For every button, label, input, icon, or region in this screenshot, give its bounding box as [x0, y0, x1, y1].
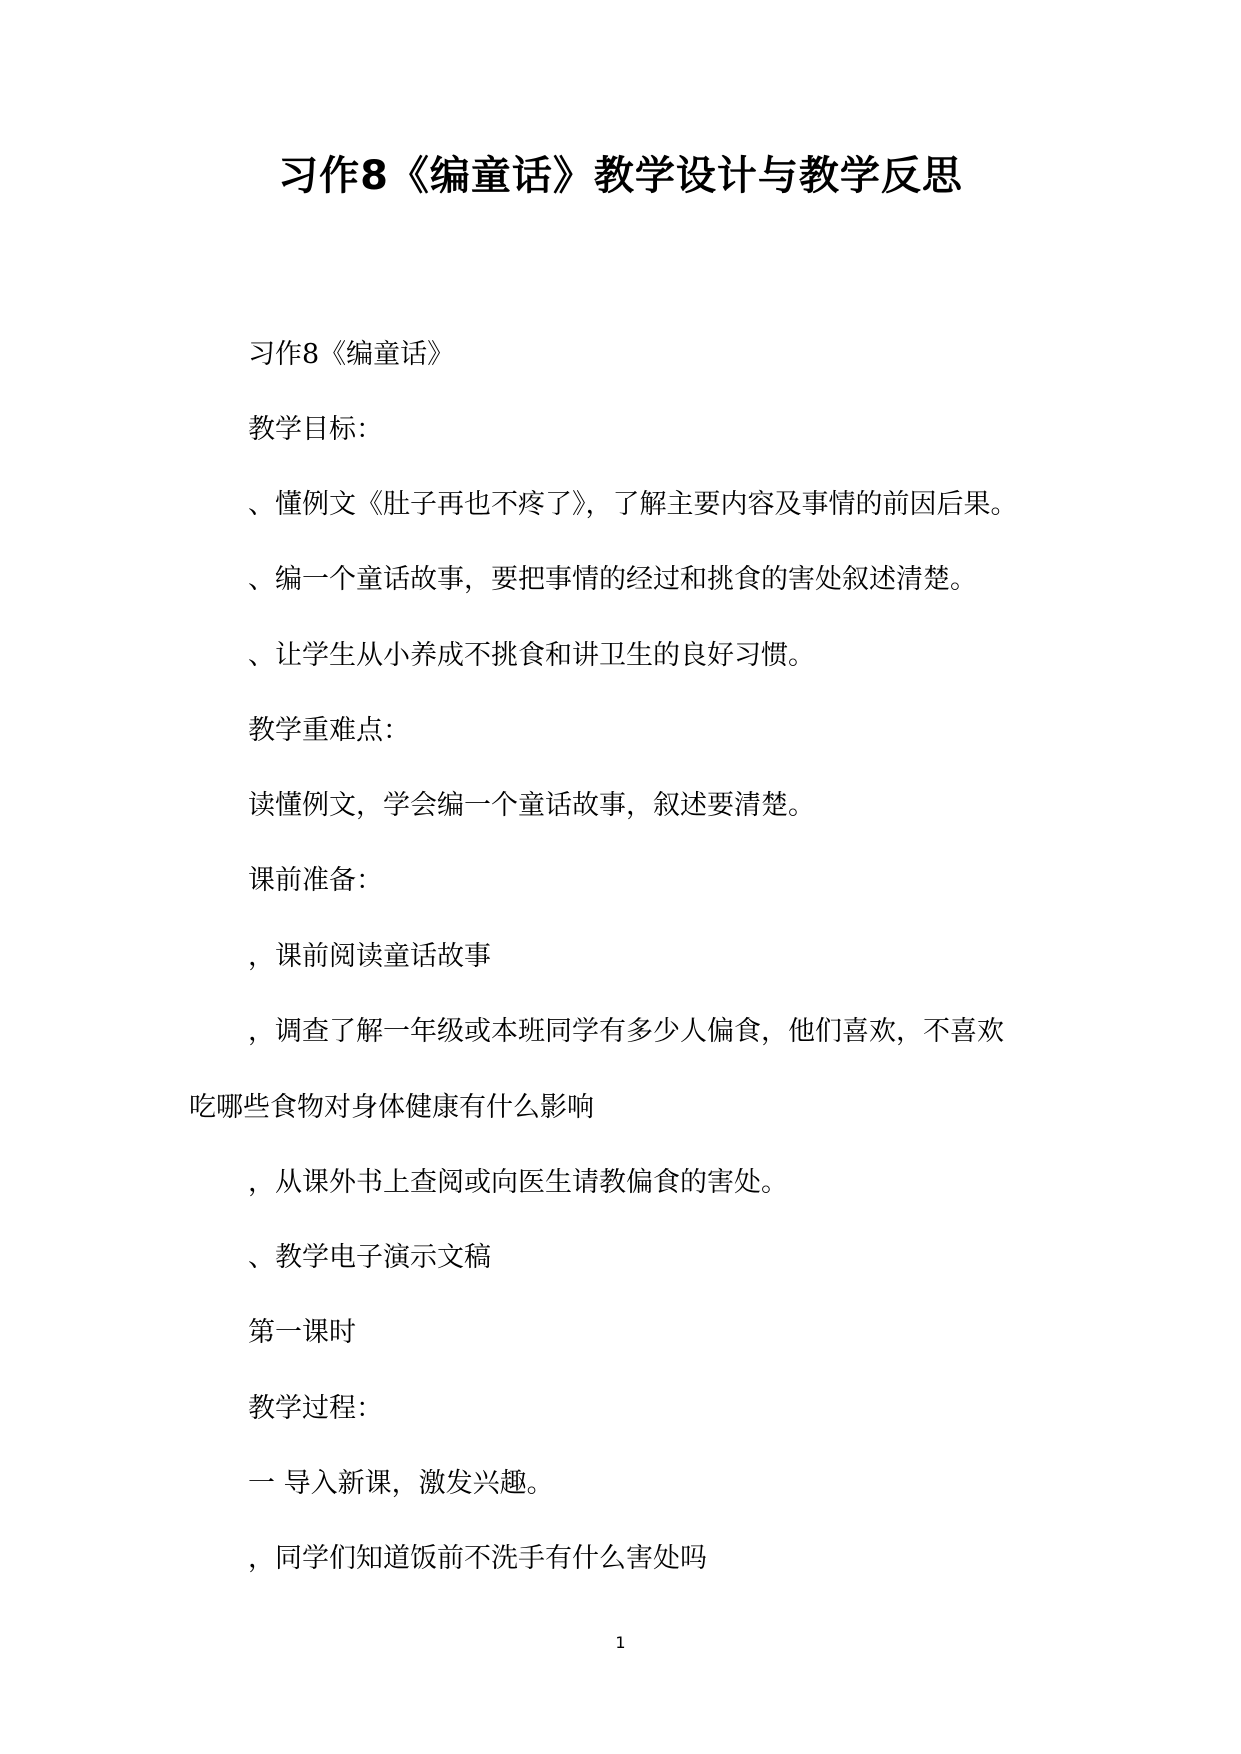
paragraph: 课前准备： — [248, 865, 383, 896]
paragraph: ，调查了解一年级或本班同学有多少人偏食，他们喜欢，不喜欢 — [248, 1016, 1004, 1047]
paragraph: ，课前阅读童话故事 — [248, 941, 491, 972]
paragraph: 教学重难点： — [248, 715, 410, 746]
paragraph: 读懂例文，学会编一个童话故事，叙述要清楚。 — [248, 790, 815, 821]
paragraph-continuation: 吃哪些食物对身体健康有什么影响 — [189, 1092, 594, 1123]
paragraph: 、懂例文《肚子再也不疼了》，了解主要内容及事情的前因后果。 — [248, 489, 1018, 520]
paragraph: 、编一个童话故事，要把事情的经过和挑食的害处叙述清楚。 — [248, 564, 977, 595]
paragraph: 第一课时 — [248, 1317, 356, 1348]
paragraph: 教学过程： — [248, 1393, 383, 1424]
paragraph: ，同学们知道饭前不洗手有什么害处吗 — [248, 1543, 707, 1574]
paragraph: 、让学生从小养成不挑食和讲卫生的良好习惯。 — [248, 640, 815, 671]
paragraph: 教学目标： — [248, 414, 383, 445]
paragraph: ，从课外书上查阅或向医生请教偏食的害处。 — [248, 1167, 788, 1198]
paragraph: 习作8《编童话》 — [248, 339, 455, 370]
page-number: 1 — [615, 1633, 626, 1652]
paragraph: 、教学电子演示文稿 — [248, 1242, 491, 1273]
paragraph: 一 导入新课，激发兴趣。 — [248, 1468, 554, 1499]
document-title: 习作8《编童话》教学设计与教学反思 — [278, 153, 963, 199]
